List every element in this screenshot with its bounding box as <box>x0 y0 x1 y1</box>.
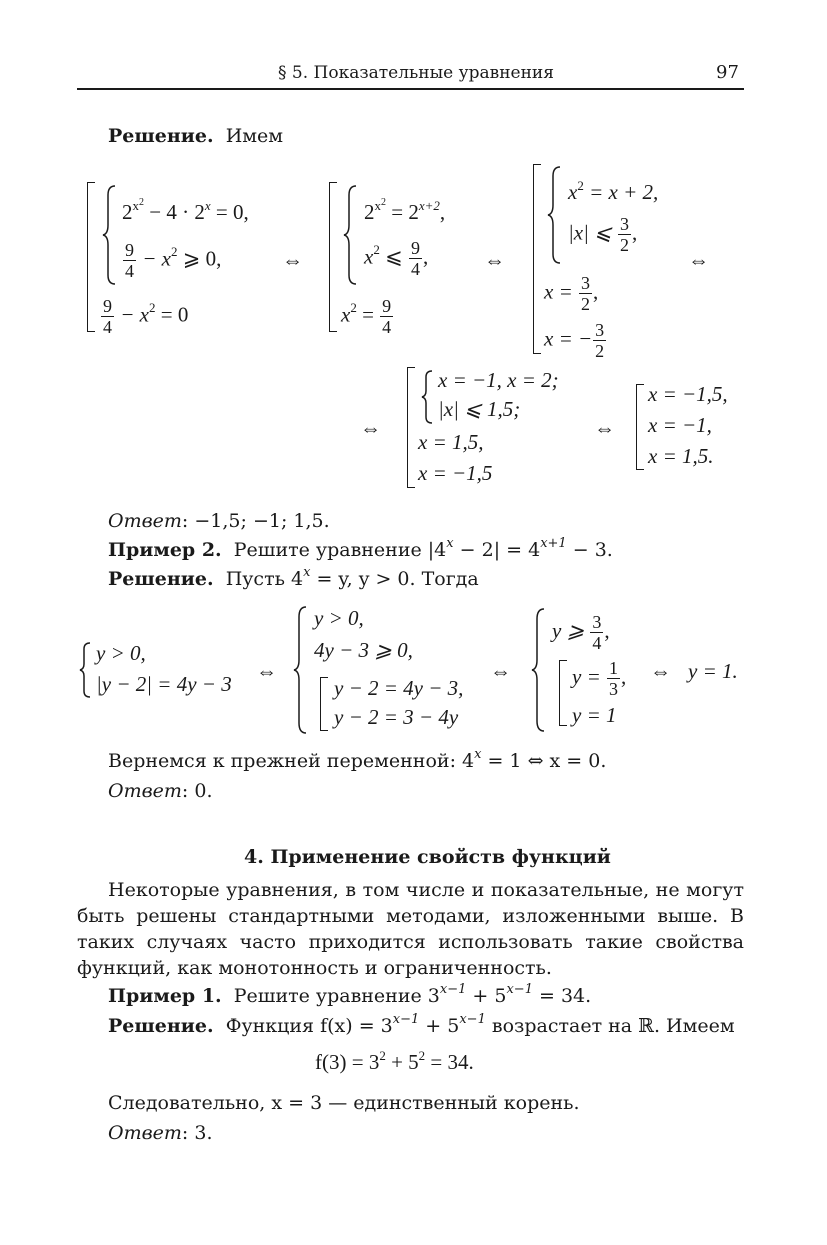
curly-brace-3 <box>548 166 562 264</box>
equiv-6: ⇔ <box>256 659 277 683</box>
ex2-back-substitution: Вернемся к прежней переменной: $4^x = 1$ ⇔ x = 0. <box>108 747 607 772</box>
curly-brace-ex2a <box>80 642 92 698</box>
ex2c-line2: y = $\frac{1}{3}$ , <box>572 658 627 699</box>
equiv-3: ⇔ <box>688 248 709 272</box>
example-2-statement: Пример 2. Решите уравнение $|4^x - 2| = 4^{x+1} - 3$. <box>108 536 613 561</box>
sys3-eq2: |x| ⩽ $\frac{3}{2}$ , <box>568 214 638 255</box>
square-bracket-3 <box>533 164 541 354</box>
sys3-eq1: $x^2 = x + 2$, <box>568 178 659 204</box>
sys1-eq3: $\frac{9}{4}$ − $x^2 = 0$ <box>103 296 189 337</box>
square-bracket-ex2c <box>559 660 567 726</box>
solution-label: Решение. <box>108 125 214 147</box>
section-title: 4. Применение свойств функций <box>244 846 611 868</box>
sys3-eq3: x = $\frac{3}{2}$ , <box>544 273 599 314</box>
sys5-line1: x = −1,5, <box>648 382 728 406</box>
square-bracket-ex2b <box>320 677 328 731</box>
equiv-1: ⇔ <box>282 248 303 272</box>
ex2b-line2: 4y − 3 ⩾ 0, <box>314 638 413 662</box>
square-bracket-5 <box>636 384 644 470</box>
curly-brace-ex2b <box>294 606 308 734</box>
ex2c-line1: y ⩾ $\frac{3}{4}$ , <box>552 612 610 653</box>
curly-brace-4 <box>422 370 434 424</box>
answer-3: Ответ: 3. <box>108 1122 213 1144</box>
running-header-title: § 5. Показательные уравнения <box>278 63 554 83</box>
square-bracket-2 <box>329 182 337 332</box>
sys4-line1: x = −1, x = 2; <box>438 368 559 392</box>
solution-intro-text: Имем <box>225 125 284 147</box>
curly-brace-ex2c <box>532 608 546 732</box>
sys2-eq2: $x^2$ ⩽ $\frac{9}{4}$ , <box>364 238 429 279</box>
sys2-eq1: $2^{x^2} = 2^{x+2}$, <box>364 197 446 224</box>
ex2a-line1: y > 0, <box>96 641 146 665</box>
sys5-line3: x = 1,5. <box>648 444 714 468</box>
answer-2: Ответ: 0. <box>108 780 213 802</box>
section-paragraph: Некоторые уравнения, в том числе и показательные, не могут быть решены стандартными методами, изложенными выше. В таких случаях часто приходится использовать такие свойства функций, как монотонность и ограниченность. <box>77 879 744 979</box>
ex2b-line3: y − 2 = 4y − 3, <box>334 676 464 700</box>
sys3-eq4: x = − $\frac{3}{2}$ <box>544 320 605 361</box>
ex2a-line2: |y − 2| = 4y − 3 <box>96 672 232 696</box>
answer-1: Ответ: −1,5; −1; 1,5. <box>108 510 330 532</box>
solution-intro <box>108 123 283 149</box>
equiv-2: ⇔ <box>484 248 505 272</box>
ex2b-line4: y − 2 = 3 − 4y <box>334 705 459 729</box>
square-bracket-4 <box>407 367 415 488</box>
sys4-line3: x = 1,5, <box>418 430 484 454</box>
sys5-line2: x = −1, <box>648 413 712 437</box>
square-bracket-1 <box>87 182 95 332</box>
equiv-8: ⇔ <box>650 659 671 683</box>
example-1-conclusion: Следовательно, x = 3 — единственный корень. <box>108 1092 580 1114</box>
sys1-eq2: $\frac{9}{4}$ − $x^2$ ⩾ 0, <box>125 240 222 281</box>
equiv-5: ⇔ <box>594 416 615 440</box>
curly-brace-1 <box>103 185 117 285</box>
example-1-solution: Решение. Функция $f(x) = 3^{x-1} + 5^{x-1}$ возрастает на ℝ. Имеем <box>108 1012 735 1037</box>
ex2-result: y = 1. <box>688 659 738 683</box>
sys4-line2: |x| ⩽ 1,5; <box>438 397 521 421</box>
sys4-line4: x = −1,5 <box>418 461 493 485</box>
sys1-eq1: $2^{x^2} - 4 \cdot 2^x = 0$, <box>122 197 249 224</box>
example-1-statement: Пример 1. Решите уравнение $3^{x-1} + 5^{x-1} = 34$. <box>108 982 592 1007</box>
sys2-eq3: $x^2$ = $\frac{9}{4}$ <box>341 296 392 337</box>
header-rule <box>77 88 744 90</box>
equiv-4: ⇔ <box>360 416 381 440</box>
ex2c-line3: y = 1 <box>572 703 617 727</box>
example-2-solution: Решение. Пусть $4^x = y$, y > 0. Тогда <box>108 565 479 590</box>
curly-brace-2 <box>344 185 358 285</box>
page-number: 97 <box>716 62 739 83</box>
example-1-formula: $f(3) = 3^2 + 5^2 = 34$. <box>315 1048 474 1074</box>
equiv-7: ⇔ <box>490 659 511 683</box>
ex2b-line1: y > 0, <box>314 606 364 630</box>
